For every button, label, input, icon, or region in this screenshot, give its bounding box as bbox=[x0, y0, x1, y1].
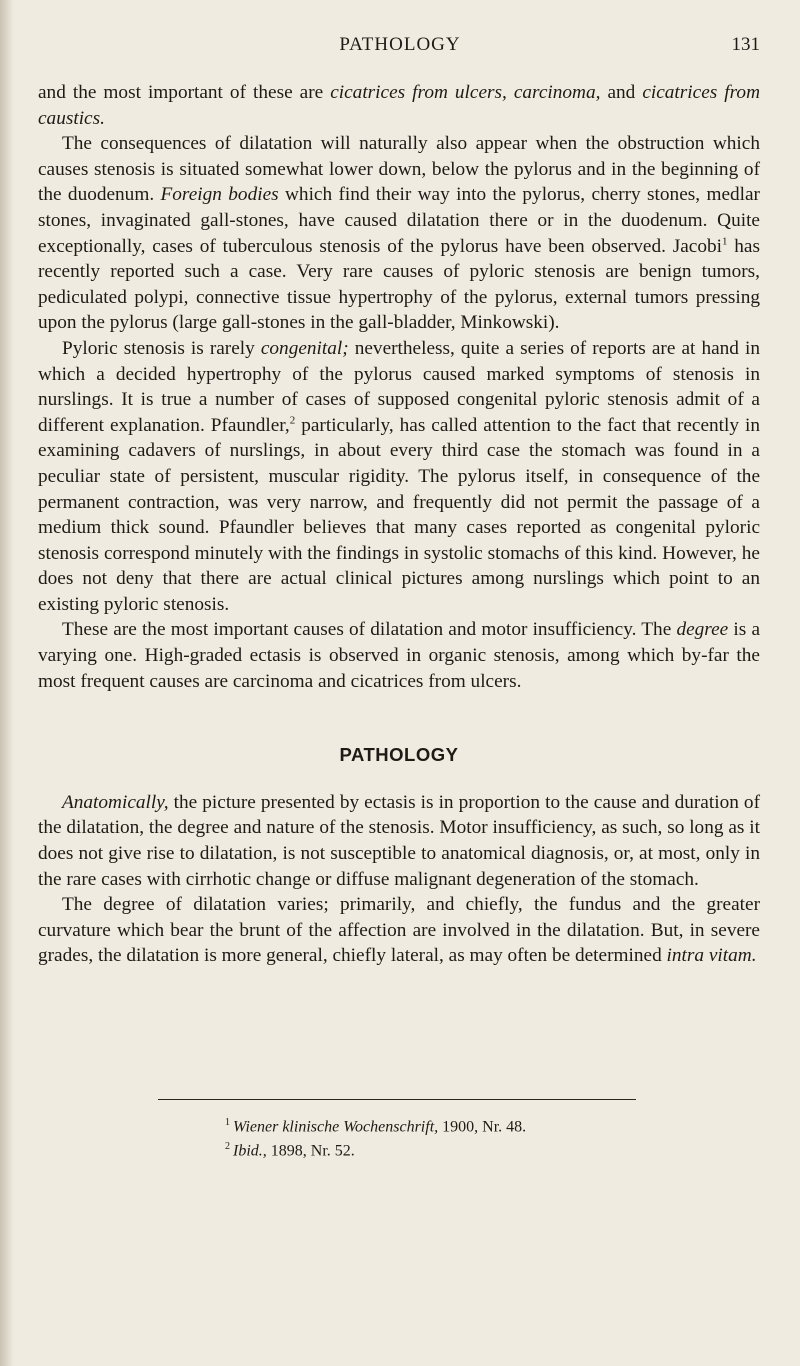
footnote-1 bbox=[225, 1113, 745, 1137]
text-run: These are the most important causes of dilatation and motor insufficiency. The bbox=[62, 619, 677, 641]
paragraph-1 bbox=[38, 80, 760, 131]
italic-run: congenital; bbox=[260, 337, 349, 359]
footnote-mark: 1 bbox=[225, 1117, 230, 1128]
text-run: Pyloric stenosis is rarely bbox=[62, 337, 261, 359]
footnote-text: 1898, Nr. 52. bbox=[266, 1142, 355, 1160]
footnote-text: 1900, Nr. 48. bbox=[438, 1118, 527, 1136]
paragraph-4 bbox=[38, 617, 760, 694]
paragraph-5 bbox=[38, 790, 760, 892]
page-number: 131 bbox=[731, 34, 760, 55]
text-run: the picture presented by ectasis is in proportion to the cause and duration of the dilatation, the degree and nature of the stenosis. Motor insufficiency, as such, so long as it does not give rise to dilatation, is not susceptible to anatomical diagnosis, or, at most, only in the rare cases with cirrhotic change or diffuse malignant degeneration of the stomach. bbox=[38, 791, 760, 890]
text-run: particularly, has called attention to the fact that recently in examining cadavers of nurslings, in about every third case the stomach was found in a peculiar state of persistent, muscular rigidity. The pylorus itself, in consequence of the permanent contraction, was very narrow, and frequently did not permit the passage of a medium thick sound. Pfaundler believes that many cases reported as congenital pyloric stenosis correspond minutely with the findings in systolic stomachs of this kind. However, he does not deny that there are actual clinical pictures among nurslings which point to an existing pyloric stenosis. bbox=[38, 414, 760, 615]
footnotes bbox=[225, 1113, 745, 1162]
paragraph-6 bbox=[38, 892, 760, 969]
italic-run: Foreign bodies bbox=[160, 184, 279, 206]
running-title: PATHOLOGY bbox=[339, 34, 461, 55]
footnote-source: Ibid., bbox=[233, 1142, 267, 1160]
footnote-source: Wiener klinische Wochenschrift, bbox=[233, 1118, 439, 1136]
binding-shadow bbox=[0, 0, 14, 1366]
text-run: and bbox=[600, 82, 643, 103]
text-run: is a varying one. High-graded ectasis is observed in organic stenosis, among which by-far the most frequent causes are carcinoma and cicatrices from ulcers. bbox=[38, 619, 760, 692]
text-run: The degree of dilatation varies; primarily, and chiefly, the fundus and the greater curvature which bear the brunt of the affection are involved in the dilatation. But, in severe grades, the dilatation is more general, chiefly lateral, as may often be determined bbox=[38, 894, 760, 967]
text-run: has recently reported such a case. Very rare causes of pyloric stenosis are benign tumors, pediculated polypi, connective tissue hypertrophy of the pylorus, external tumors pressing upon the pylorus (large gall-stones in the gall-bladder, Minkowski). bbox=[38, 235, 760, 334]
text-run: The consequences of dilatation will naturally also appear when the obstruction which causes stenosis is situated somewhat lower down, below the pylorus and in the beginning of the duodenum. bbox=[38, 133, 760, 206]
text-run: nevertheless, quite a series of reports are at hand in which a decided hypertrophy of the pylorus caused marked symptoms of stenosis in nurslings. It is true a number of cases of supposed congenital pyloric stenosis admit of a different explanation. Pfaundler, bbox=[38, 337, 761, 436]
text-run: which find their way into the pylorus, cherry stones, medlar stones, invaginated gall-stones, have caused dilatation there or in the duodenum. Quite exceptionally, cases of tuberculous stenosis of the pylorus have been observed. Jacobi bbox=[38, 184, 760, 257]
paragraph-3 bbox=[38, 336, 760, 618]
italic-run: degree bbox=[676, 619, 729, 641]
text-run: and the most important of these are bbox=[38, 82, 331, 103]
italic-run: Anatomically, bbox=[62, 791, 169, 813]
footnote-ref-1: 1 bbox=[721, 235, 728, 248]
footnote-mark: 2 bbox=[225, 1141, 230, 1153]
footnote-ref-2: 2 bbox=[289, 414, 296, 427]
body-text bbox=[38, 80, 760, 969]
footnote-rule bbox=[158, 1099, 636, 1100]
footnote-2 bbox=[225, 1137, 745, 1161]
running-head bbox=[40, 34, 760, 58]
paragraph-2 bbox=[38, 131, 760, 336]
italic-run: cicatrices from ulcers, carcinoma, bbox=[330, 82, 601, 103]
italic-run: cicatrices from caustics. bbox=[38, 82, 760, 129]
italic-run: intra vitam. bbox=[666, 945, 757, 967]
section-heading: PATHOLOGY bbox=[339, 744, 459, 766]
